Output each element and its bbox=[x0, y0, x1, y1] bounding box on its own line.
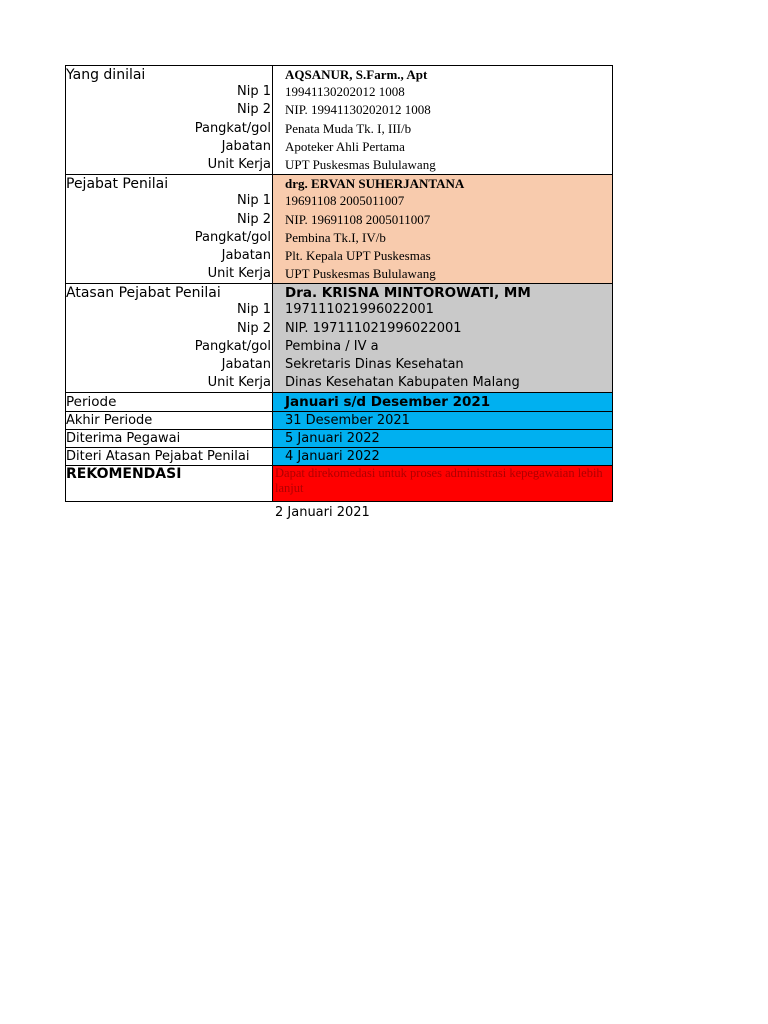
row-pp-jabatan bbox=[65, 247, 613, 265]
value-unit-kerja: UPT Puskesmas Bululawang bbox=[273, 156, 613, 174]
row-pejabat-penilai bbox=[65, 174, 613, 192]
value-nip2: NIP. 197111021996022001 bbox=[273, 320, 613, 338]
value-rekomendasi: Dapat direkomedasi untuk proses administrasi kepegawaian lebih lanjut bbox=[273, 465, 613, 501]
value-unit-kerja: UPT Puskesmas Bululawang bbox=[273, 265, 613, 283]
row-ap-nip2 bbox=[65, 320, 613, 338]
label-akhir-periode: Akhir Periode bbox=[65, 411, 273, 429]
section-heading-yang-dinilai: Yang dinilai bbox=[65, 65, 273, 83]
row-akhir-periode bbox=[65, 411, 613, 429]
label-jabatan: Jabatan bbox=[65, 247, 273, 265]
row-diterima-pegawai bbox=[65, 429, 613, 447]
label-unit-kerja: Unit Kerja bbox=[65, 156, 273, 174]
row-atasan bbox=[65, 283, 613, 301]
row-ap-jabatan bbox=[65, 356, 613, 374]
row-yd-nip2 bbox=[65, 101, 613, 119]
value-diterima-atasan: 4 Januari 2022 bbox=[273, 447, 613, 465]
value-nip1: 19691108 2005011007 bbox=[273, 192, 613, 210]
row-yang-dinilai bbox=[65, 65, 613, 83]
label-unit-kerja: Unit Kerja bbox=[65, 374, 273, 392]
value-nip1: 19941130202012 1008 bbox=[273, 83, 613, 101]
label-nip2: Nip 2 bbox=[65, 101, 273, 119]
label-pangkat: Pangkat/gol bbox=[65, 229, 273, 247]
row-ap-nip1 bbox=[65, 301, 613, 319]
row-ap-pangkat bbox=[65, 338, 613, 356]
row-yd-nip1 bbox=[65, 83, 613, 101]
label-nip1: Nip 1 bbox=[65, 192, 273, 210]
value-nip1: 197111021996022001 bbox=[273, 301, 613, 319]
value-jabatan: Apoteker Ahli Pertama bbox=[273, 138, 613, 156]
row-rekomendasi bbox=[65, 465, 613, 502]
label-pangkat: Pangkat/gol bbox=[65, 120, 273, 138]
value-akhir-periode: 31 Desember 2021 bbox=[273, 411, 613, 429]
value-jabatan: Sekretaris Dinas Kesehatan bbox=[273, 356, 613, 374]
row-ap-unit bbox=[65, 374, 613, 392]
row-pp-pangkat bbox=[65, 229, 613, 247]
value-pangkat: Pembina Tk.I, IV/b bbox=[273, 229, 613, 247]
row-yd-jabatan bbox=[65, 138, 613, 156]
row-pp-nip2 bbox=[65, 211, 613, 229]
value-nip2: NIP. 19691108 2005011007 bbox=[273, 211, 613, 229]
label-rekomendasi: REKOMENDASI bbox=[65, 465, 273, 501]
row-diterima-atasan bbox=[65, 447, 613, 465]
row-pp-nip1 bbox=[65, 192, 613, 210]
row-yd-pangkat bbox=[65, 120, 613, 138]
yang-dinilai-name: AQSANUR, S.Farm., Apt bbox=[273, 65, 613, 83]
document-date: 2 Januari 2021 bbox=[275, 505, 370, 520]
assessment-sheet bbox=[65, 65, 613, 502]
label-pangkat: Pangkat/gol bbox=[65, 338, 273, 356]
value-nip2: NIP. 19941130202012 1008 bbox=[273, 101, 613, 119]
row-yd-unit bbox=[65, 156, 613, 174]
pejabat-penilai-name: drg. ERVAN SUHERJANTANA bbox=[273, 174, 613, 192]
value-pangkat: Pembina / IV a bbox=[273, 338, 613, 356]
label-nip2: Nip 2 bbox=[65, 211, 273, 229]
value-jabatan: Plt. Kepala UPT Puskesmas bbox=[273, 247, 613, 265]
label-nip2: Nip 2 bbox=[65, 320, 273, 338]
atasan-name: Dra. KRISNA MINTOROWATI, MM bbox=[273, 283, 613, 301]
label-jabatan: Jabatan bbox=[65, 356, 273, 374]
value-diterima-pegawai: 5 Januari 2022 bbox=[273, 429, 613, 447]
label-diterima-atasan: Diteri Atasan Pejabat Penilai bbox=[65, 447, 273, 465]
section-heading-pejabat-penilai: Pejabat Penilai bbox=[65, 174, 273, 192]
label-periode: Periode bbox=[65, 392, 273, 410]
row-periode bbox=[65, 392, 613, 410]
label-unit-kerja: Unit Kerja bbox=[65, 265, 273, 283]
section-heading-atasan: Atasan Pejabat Penilai bbox=[65, 283, 273, 301]
label-diterima-pegawai: Diterima Pegawai bbox=[65, 429, 273, 447]
label-nip1: Nip 1 bbox=[65, 301, 273, 319]
row-pp-unit bbox=[65, 265, 613, 283]
label-jabatan: Jabatan bbox=[65, 138, 273, 156]
value-unit-kerja: Dinas Kesehatan Kabupaten Malang bbox=[273, 374, 613, 392]
value-periode: Januari s/d Desember 2021 bbox=[273, 392, 613, 410]
label-nip1: Nip 1 bbox=[65, 83, 273, 101]
value-pangkat: Penata Muda Tk. I, III/b bbox=[273, 120, 613, 138]
